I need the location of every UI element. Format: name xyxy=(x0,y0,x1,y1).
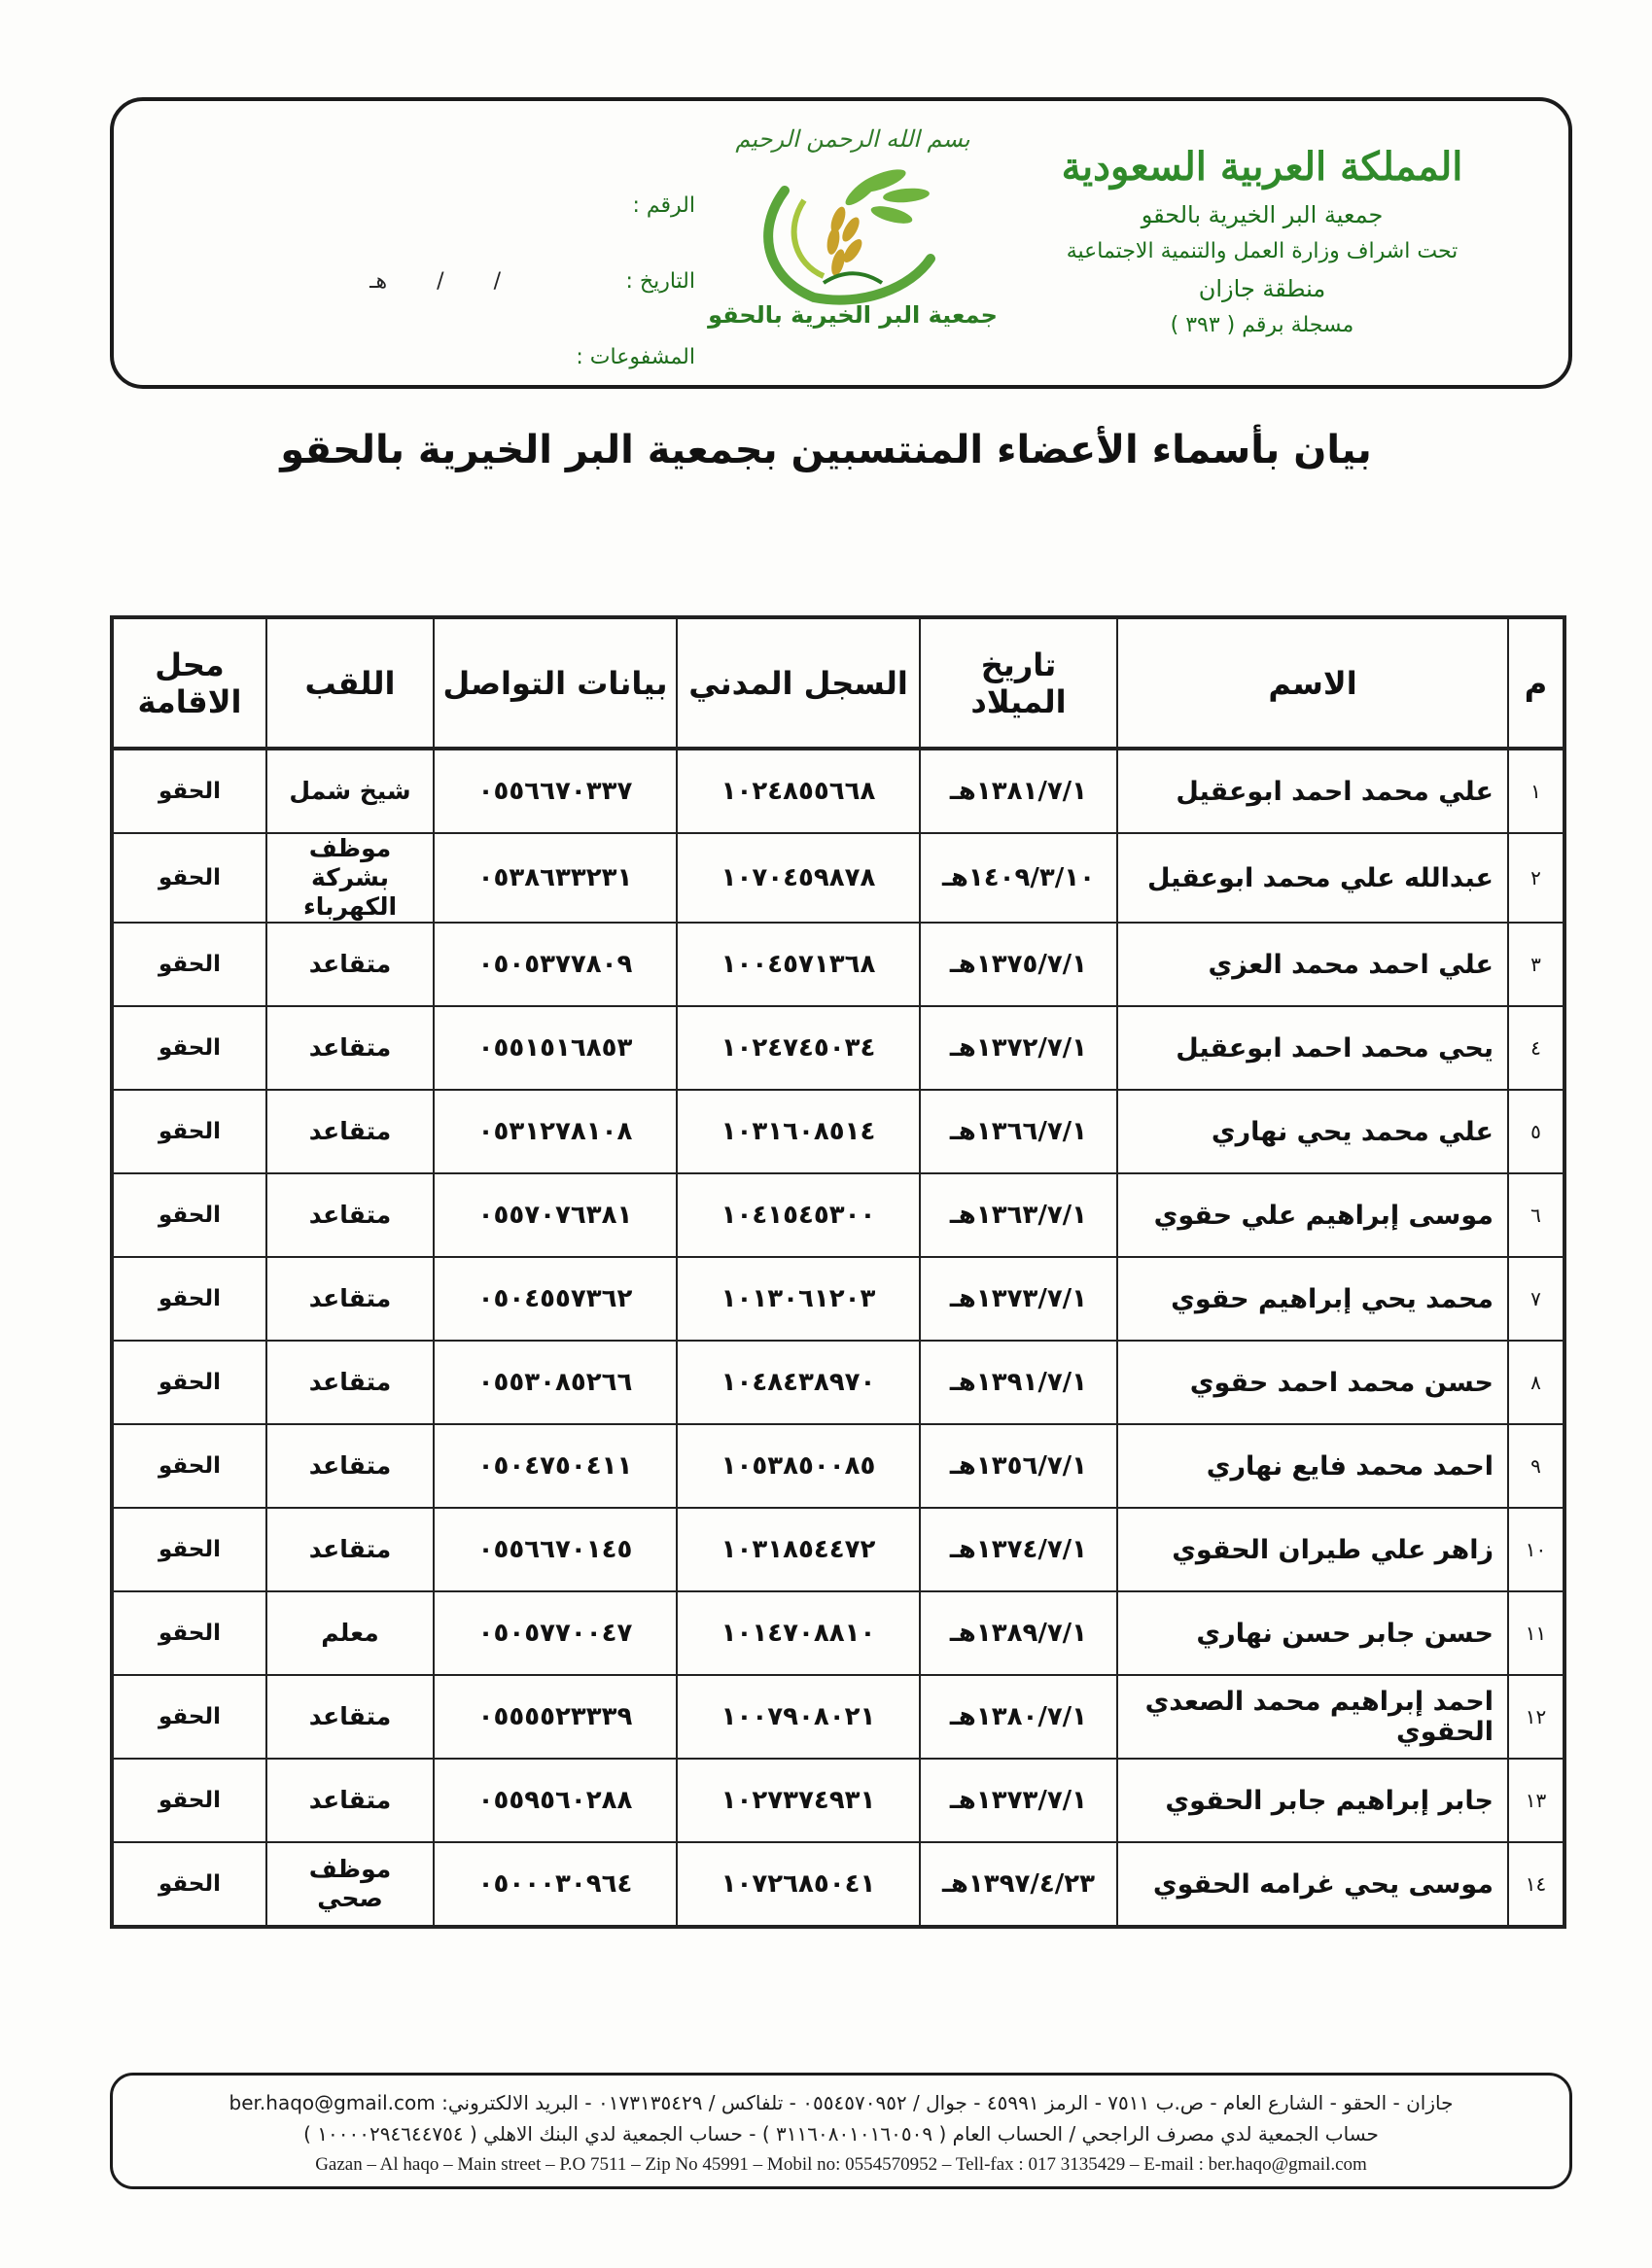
cell-residence: الحقو xyxy=(112,1591,266,1675)
cell-contact: ٠٥٣٨٦٣٣٢٣١ xyxy=(434,833,677,923)
logo-caption: جمعية البر الخيرية بالحقو xyxy=(708,301,998,329)
cell-civil-id: ١٠٧٢٦٨٥٠٤١ xyxy=(677,1842,920,1927)
table-row xyxy=(112,833,1564,923)
cell-civil-id: ١٠٣١٨٥٤٤٧٢ xyxy=(677,1508,920,1591)
letterhead xyxy=(110,97,1572,389)
cell-title: موظف بشركة الكهرباء xyxy=(266,833,434,923)
cell-no: ٦ xyxy=(1508,1173,1564,1257)
wheat-wreath-logo-icon xyxy=(746,161,960,307)
cell-title: موظف صحي xyxy=(266,1842,434,1927)
cell-no: ٧ xyxy=(1508,1257,1564,1341)
table-row xyxy=(112,1173,1564,1257)
cell-birth-date: ١٣٥٦/٧/١هـ xyxy=(920,1424,1117,1508)
cell-contact: ٠٥٥٥٥٢٣٣٣٩ xyxy=(434,1675,677,1759)
table-row xyxy=(112,1257,1564,1341)
column-header-contact: بيانات التواصل xyxy=(434,617,677,749)
table-row xyxy=(112,749,1564,833)
cell-birth-date: ١٣٧٢/٧/١هـ xyxy=(920,1006,1117,1090)
cell-civil-id: ١٠٢٤٧٤٥٠٣٤ xyxy=(677,1006,920,1090)
cell-no: ٤ xyxy=(1508,1006,1564,1090)
cell-title: متقاعد xyxy=(266,1090,434,1173)
cell-civil-id: ١٠١٤٧٠٨٨١٠ xyxy=(677,1591,920,1675)
cell-no: ٩ xyxy=(1508,1424,1564,1508)
cell-civil-id: ١٠٧٠٤٥٩٨٧٨ xyxy=(677,833,920,923)
letter-meta xyxy=(170,167,695,395)
cell-birth-date: ١٣٦٦/٧/١هـ xyxy=(920,1090,1117,1173)
date-slot: / xyxy=(437,268,444,294)
cell-birth-date: ١٣٧٣/٧/١هـ xyxy=(920,1257,1117,1341)
date-slot: / xyxy=(493,268,501,294)
document-title: بيان بأسماء الأعضاء المنتسبين بجمعية البر الخيرية بالحقو xyxy=(280,428,1372,472)
cell-title: متقاعد xyxy=(266,1675,434,1759)
cell-residence: الحقو xyxy=(112,923,266,1006)
cell-name: عبدالله علي محمد ابوعقيل xyxy=(1117,833,1508,923)
cell-contact: ٠٥٥٩٥٦٠٢٨٨ xyxy=(434,1759,677,1842)
table-row xyxy=(112,1508,1564,1591)
table-header-row xyxy=(112,617,1564,749)
cell-name: علي محمد يحي نهاري xyxy=(1117,1090,1508,1173)
cell-contact: ٠٥٥٧٠٧٦٣٨١ xyxy=(434,1173,677,1257)
table-row xyxy=(112,923,1564,1006)
cell-title: شيخ شمل xyxy=(266,749,434,833)
table-row xyxy=(112,1759,1564,1842)
members-table xyxy=(110,615,1566,1929)
cell-name: علي احمد محمد العزي xyxy=(1117,923,1508,1006)
cell-no: ١ xyxy=(1508,749,1564,833)
cell-residence: الحقو xyxy=(112,1759,266,1842)
organization-block xyxy=(1009,138,1515,344)
cell-title: معلم xyxy=(266,1591,434,1675)
cell-civil-id: ١٠٥٣٨٥٠٠٨٥ xyxy=(677,1424,920,1508)
cell-residence: الحقو xyxy=(112,1508,266,1591)
cell-civil-id: ١٠٤٨٤٣٨٩٧٠ xyxy=(677,1341,920,1424)
cell-name: جابر إبراهيم جابر الحقوي xyxy=(1117,1759,1508,1842)
basmala: بسم الله الرحمن الرحيم xyxy=(735,125,970,153)
cell-name: زاهر علي طيران الحقوي xyxy=(1117,1508,1508,1591)
kingdom-heading: المملكة العربية السعودية xyxy=(1061,144,1463,190)
supervision-line: تحت اشراف وزارة العمل والتنمية الاجتماعية xyxy=(1066,239,1459,263)
cell-birth-date: ١٣٦٣/٧/١هـ xyxy=(920,1173,1117,1257)
cell-civil-id: ١٠٣١٦٠٨٥١٤ xyxy=(677,1090,920,1173)
attachments-label: المشفوعات : xyxy=(576,344,695,369)
cell-birth-date: ١٣٨٠/٧/١هـ xyxy=(920,1675,1117,1759)
logo-block xyxy=(658,122,1047,370)
cell-name: حسن جابر حسن نهاري xyxy=(1117,1591,1508,1675)
table-row xyxy=(112,1591,1564,1675)
cell-name: موسى يحي غرامه الحقوي xyxy=(1117,1842,1508,1927)
cell-no: ٨ xyxy=(1508,1341,1564,1424)
cell-contact: ٠٥٥٣٠٨٥٢٦٦ xyxy=(434,1341,677,1424)
cell-no: ١١ xyxy=(1508,1591,1564,1675)
cell-residence: الحقو xyxy=(112,1006,266,1090)
cell-contact: ٠٥٠٥٧٧٠٠٤٧ xyxy=(434,1591,677,1675)
cell-residence: الحقو xyxy=(112,1341,266,1424)
cell-contact: ٠٥٠٥٣٧٧٨٠٩ xyxy=(434,923,677,1006)
cell-civil-id: ١٠٢٤٨٥٥٦٦٨ xyxy=(677,749,920,833)
cell-title: متقاعد xyxy=(266,1173,434,1257)
cell-name: يحي محمد احمد ابوعقيل xyxy=(1117,1006,1508,1090)
cell-title: متقاعد xyxy=(266,1006,434,1090)
cell-no: ٣ xyxy=(1508,923,1564,1006)
cell-contact: ٠٥٥٦٦٧٠١٤٥ xyxy=(434,1508,677,1591)
cell-name: موسى إبراهيم علي حقوي xyxy=(1117,1173,1508,1257)
cell-no: ١٢ xyxy=(1508,1675,1564,1759)
cell-birth-date: ١٣٧٤/٧/١هـ xyxy=(920,1508,1117,1591)
cell-birth-date: ١٣٩٧/٤/٢٣هـ xyxy=(920,1842,1117,1927)
letterhead-footer xyxy=(110,2073,1572,2189)
attachments-row xyxy=(170,319,695,395)
reference-number-row xyxy=(170,167,695,243)
table-row xyxy=(112,1341,1564,1424)
cell-no: ٢ xyxy=(1508,833,1564,923)
cell-birth-date: ١٣٧٥/٧/١هـ xyxy=(920,923,1117,1006)
cell-birth-date: ١٣٨٩/٧/١هـ xyxy=(920,1591,1117,1675)
organization-name: جمعية البر الخيرية بالحقو xyxy=(1141,201,1384,228)
cell-name: علي محمد احمد ابوعقيل xyxy=(1117,749,1508,833)
registration-line: مسجلة برقم ( ٣٩٣ ) xyxy=(1170,313,1354,337)
footer-address-line: جازان - الحقو - الشارع العام - ص.ب ٧٥١١ - الرمز ٤٥٩٩١ - جوال / ٠٥٥٤٥٧٠٩٥٢ - تلفاكس / ٠١٧٣١٣٥٤٢٩ - البريد الالكتروني: ber.haqo@gmail.com xyxy=(228,2091,1454,2114)
cell-civil-id: ١٠٤١٥٤٥٣٠٠ xyxy=(677,1173,920,1257)
cell-contact: ٠٥٣١٢٧٨١٠٨ xyxy=(434,1090,677,1173)
table-row xyxy=(112,1675,1564,1759)
table-row xyxy=(112,1006,1564,1090)
date-label: التاريخ : xyxy=(625,268,695,294)
cell-name: احمد محمد فايع نهاري xyxy=(1117,1424,1508,1508)
cell-birth-date: ١٣٩١/٧/١هـ xyxy=(920,1341,1117,1424)
cell-contact: ٠٥٠٤٥٥٧٣٦٢ xyxy=(434,1257,677,1341)
cell-residence: الحقو xyxy=(112,1675,266,1759)
cell-civil-id: ١٠٠٤٥٧١٣٦٨ xyxy=(677,923,920,1006)
date-row xyxy=(170,243,695,319)
cell-civil-id: ١٠٠٧٩٠٨٠٢١ xyxy=(677,1675,920,1759)
cell-birth-date: ١٣٧٣/٧/١هـ xyxy=(920,1759,1117,1842)
date-value xyxy=(170,269,520,294)
cell-name: احمد إبراهيم محمد الصعدي الحقوي xyxy=(1117,1675,1508,1759)
cell-no: ١٣ xyxy=(1508,1759,1564,1842)
cell-name: محمد يحي إبراهيم حقوي xyxy=(1117,1257,1508,1341)
column-header-name: الاسم xyxy=(1117,617,1508,749)
footer-bank-line: حساب الجمعية لدي مصرف الراجحي / الحساب العام ( ٣١١٦٠٨٠١٠١٦٠٥٠٩ ) - حساب الجمعية لدي البنك الاهلي ( ١٠٠٠٠٢٩٤٦٤٤٧٥٤ ) xyxy=(303,2122,1379,2146)
column-header-no: م xyxy=(1508,617,1564,749)
cell-residence: الحقو xyxy=(112,1424,266,1508)
cell-contact: ٠٥٠٠٠٣٠٩٦٤ xyxy=(434,1842,677,1927)
cell-title: متقاعد xyxy=(266,1341,434,1424)
column-header-birth-date: تاريخ الميلاد xyxy=(920,617,1117,749)
cell-name: حسن محمد احمد حقوي xyxy=(1117,1341,1508,1424)
cell-birth-date: ١٤٠٩/٣/١٠هـ xyxy=(920,833,1117,923)
cell-residence: الحقو xyxy=(112,1173,266,1257)
cell-title: متقاعد xyxy=(266,923,434,1006)
cell-residence: الحقو xyxy=(112,1257,266,1341)
cell-contact: ٠٥٥٦٦٧٠٣٣٧ xyxy=(434,749,677,833)
cell-civil-id: ١٠٢٧٣٧٤٩٣١ xyxy=(677,1759,920,1842)
date-slot: هـ xyxy=(369,268,388,294)
column-header-civil-id: السجل المدني xyxy=(677,617,920,749)
column-header-title: اللقب xyxy=(266,617,434,749)
cell-contact: ٠٥٠٤٧٥٠٤١١ xyxy=(434,1424,677,1508)
reference-number-label: الرقم : xyxy=(632,192,695,218)
cell-birth-date: ١٣٨١/٧/١هـ xyxy=(920,749,1117,833)
cell-residence: الحقو xyxy=(112,749,266,833)
cell-title: متقاعد xyxy=(266,1508,434,1591)
column-header-residence: محل الاقامة xyxy=(112,617,266,749)
table-row xyxy=(112,1090,1564,1173)
cell-residence: الحقو xyxy=(112,1842,266,1927)
cell-title: متقاعد xyxy=(266,1759,434,1842)
cell-residence: الحقو xyxy=(112,1090,266,1173)
cell-no: ١٤ xyxy=(1508,1842,1564,1927)
cell-contact: ٠٥٥١٥١٦٨٥٣ xyxy=(434,1006,677,1090)
footer-english-line: Gazan – Al haqo – Main street – P.O 7511 – Zip No 45991 – Mobil no: 0554570952 – Tell-fax : 017 3135429 – E-mail : ber.haqo@gmail.com xyxy=(315,2154,1367,2175)
cell-no: ٥ xyxy=(1508,1090,1564,1173)
table-row xyxy=(112,1842,1564,1927)
cell-no: ١٠ xyxy=(1508,1508,1564,1591)
cell-title: متقاعد xyxy=(266,1257,434,1341)
cell-residence: الحقو xyxy=(112,833,266,923)
table-row xyxy=(112,1424,1564,1508)
cell-title: متقاعد xyxy=(266,1424,434,1508)
cell-civil-id: ١٠١٣٠٦١٢٠٣ xyxy=(677,1257,920,1341)
region-line: منطقة جازان xyxy=(1198,275,1326,302)
